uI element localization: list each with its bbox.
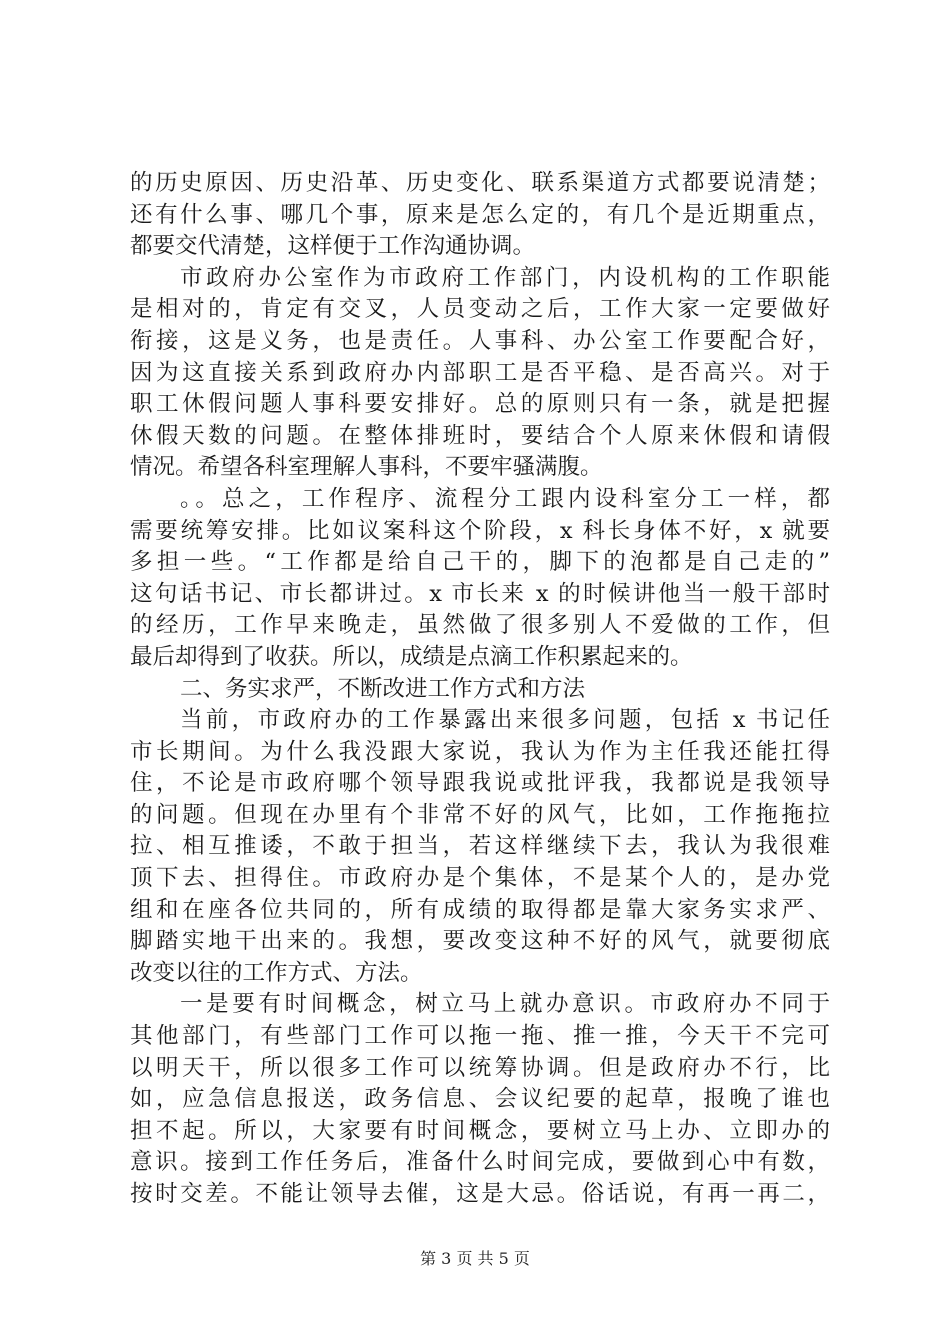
body-text bbox=[130, 168, 830, 1211]
text-line: 按时交差。不能让领导去催，这是大忌。俗话说，有再一再二， bbox=[130, 1181, 830, 1207]
text-line: 市政府办公室作为市政府工作部门，内设机构的工作职能 bbox=[180, 264, 830, 291]
text-line: 休假天数的问题。在整体排班时，要结合个人原来休假和请假 bbox=[130, 422, 830, 449]
text-line: 多担一些。“工作都是给自己干的，脚下的泡都是自己走的” bbox=[130, 549, 830, 576]
text-line: 都要交代清楚，这样便于工作沟通协调。 bbox=[130, 233, 536, 260]
text-line: 。。总之，工作程序、流程分工跟内设科室分工一样，都 bbox=[180, 485, 830, 512]
text-line: 意识。接到工作任务后，准备什么时间完成，要做到心中有数， bbox=[130, 1149, 830, 1176]
text-line: 是相对的，肯定有交叉，人员变动之后，工作大家一定要做好 bbox=[130, 296, 830, 323]
text-line: 需要统筹安排。比如议案科这个阶段，x 科长身体不好，x 就要 bbox=[130, 517, 830, 544]
text-line: 的问题。但现在办里有个非常不好的风气，比如，工作拖拖拉 bbox=[130, 801, 830, 828]
text-line: 当前，市政府办的工作暴露出来很多问题，包括 x 书记任 bbox=[180, 707, 830, 734]
text-line: 如，应急信息报送，政务信息、会议纪要的起草，报晚了谁也 bbox=[130, 1086, 830, 1113]
text-line: 职工休假问题人事科要安排好。总的原则只有一条，就是把握 bbox=[130, 391, 830, 418]
text-line: 这句话书记、市长都讲过。x 市长来 x 的时候讲他当一般干部时 bbox=[130, 580, 830, 607]
text-line: 最后却得到了收获。所以，成绩是点滴工作积累起来的。 bbox=[130, 643, 693, 670]
text-line: 拉、相互推诿，不敢于担当，若这样继续下去，我认为我很难 bbox=[130, 833, 830, 860]
text-line: 的经历，工作早来晚走，虽然做了很多别人不爱做的工作，但 bbox=[130, 612, 830, 639]
text-line: 其他部门，有些部门工作可以拖一拖、推一推，今天干不完可 bbox=[130, 1023, 830, 1050]
text-line: 组和在座各位共同的，所有成绩的取得都是靠大家务实求严、 bbox=[130, 896, 830, 923]
text-line: 衔接，这是义务，也是责任。人事科、办公室工作要配合好， bbox=[130, 327, 830, 354]
text-line: 的历史原因、历史沿革、历史变化、联系渠道方式都要说清楚； bbox=[130, 170, 830, 196]
text-line: 改变以往的工作方式、方法。 bbox=[130, 959, 423, 986]
text-line: 以明天干，所以很多工作可以统筹协调。但是政府办不行，比 bbox=[130, 1054, 830, 1081]
text-line: 还有什么事、哪几个事，原来是怎么定的，有几个是近期重点， bbox=[130, 201, 830, 228]
text-line: 担不起。所以，大家要有时间概念，要树立马上办、立即办的 bbox=[130, 1117, 830, 1144]
text-line: 一是要有时间概念，树立马上就办意识。市政府办不同于 bbox=[180, 991, 830, 1018]
text-line: 二、务实求严，不断改进工作方式和方法 bbox=[180, 675, 586, 702]
text-line: 市长期间。为什么我没跟大家说，我认为作为主任我还能扛得 bbox=[130, 738, 830, 765]
text-line: 住，不论是市政府哪个领导跟我说或批评我，我都说是我领导 bbox=[130, 770, 830, 797]
page-footer: 第 3 页 共 5 页 bbox=[420, 1249, 530, 1268]
text-line: 脚踏实地干出来的。我想，要改变这种不好的风气，就要彻底 bbox=[130, 928, 830, 955]
text-line: 情况。希望各科室理解人事科，不要牢骚满腹。 bbox=[130, 454, 603, 481]
text-line: 因为这直接关系到政府办内部职工是否平稳、是否高兴。对于 bbox=[130, 359, 830, 386]
text-line: 顶下去、担得住。市政府办是个集体，不是某个人的，是办党 bbox=[130, 865, 830, 892]
